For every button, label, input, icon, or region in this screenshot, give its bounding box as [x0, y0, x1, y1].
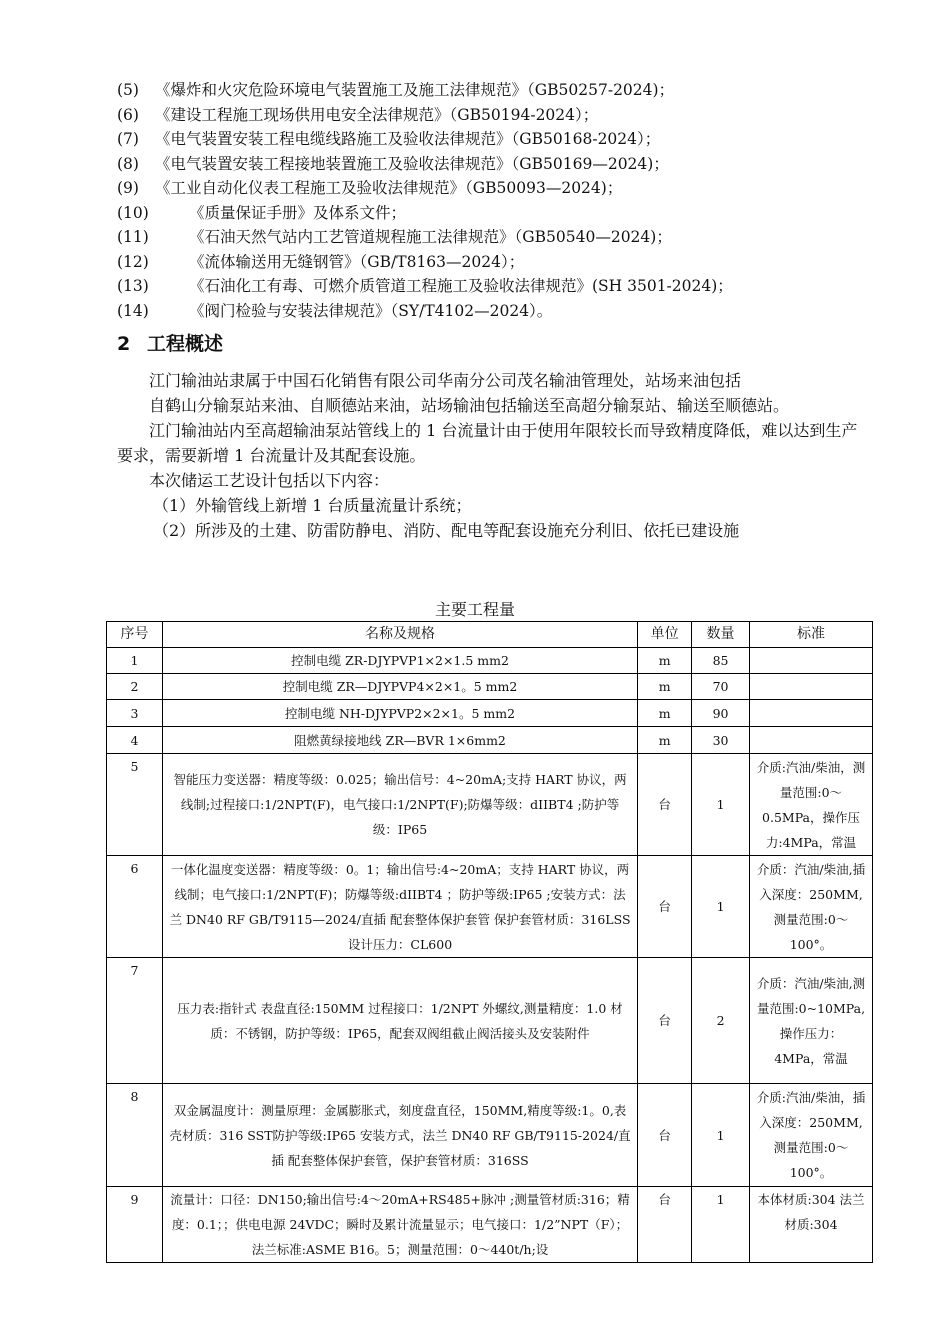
reference-item: (9) 《工业自动化仪表工程施工及验收法律规范》（GB50093—2024)； — [117, 179, 623, 197]
paragraph: 江门输油站隶属于中国石化销售有限公司华南分公司茂名输油管理处，站场来油包括 — [149, 371, 742, 390]
section-title: 工程概述 — [147, 333, 224, 355]
reference-item: (11) 《石油天然气站内工艺管道规程施工法律规范》（GB50540—2024)； — [117, 228, 672, 246]
reference-item: (10) 《质量保证手册》及体系文件； — [117, 203, 407, 222]
table-caption: 主要工程量 — [434, 600, 515, 619]
paragraph: 本次储运工艺设计包括以下内容： — [149, 471, 390, 490]
reference-item: (8) 《电气装置安装工程接地装置施工及验收法律规范》（GB50169—2024)； — [117, 154, 669, 173]
reference-item: (14) 《阀门检验与安装法律规范》（SY/T4102—2024）。 — [117, 301, 553, 320]
table-row: 8 双金属温度计：测量原理：金属膨胀式，刻度盘直径，150MM,精度等级:1。0,表壳材质：316 SST防护等级:IP65 安装方式，法兰 DN40 RF GB/T9115-2024/直插 配套整体保护套管，保护套管材质：316SS 台 1 介质:汽油/柴油，插入深度：250MM,测量范围:0～100°。 — [107, 1084, 873, 1187]
table-row: 7 压力表:指针式 表盘直径:150MM 过程接口：1/2NPT 外螺纹,测量精度：1.0 材质：不锈钢，防护等级：IP65，配套双阀组截止阀活接头及安装附件 台 2 介质：汽油/柴油,测量范围:0~10MPa,操作压力：4MPa，常温 — [107, 958, 873, 1084]
reference-item: (7) 《电气装置安装工程电缆线路施工及验收法律规范》（GB50168-2024）； — [117, 130, 661, 148]
reference-item: (12) 《流体输送用无缝钢管》（GB/T8163—2024）； — [117, 252, 525, 271]
header-no: 序号 — [107, 622, 163, 648]
header-unit: 单位 — [638, 622, 692, 648]
table-row: 3 控制电缆 NH-DJYPVP2×2×1。5 mm2 m 90 — [107, 700, 873, 727]
section-number: 2 — [117, 333, 131, 355]
table-row: 2 控制电缆 ZR—DJYPVP4×2×1。5 mm2 m 70 — [107, 674, 873, 700]
paragraph: 江门输油站内至高超输油泵站管线上的 1 台流量计由于使用年限较长而导致精度降低，难以达到生产要求，需要新增 1 台流量计及其配套设施。 — [117, 421, 858, 465]
reference-list — [117, 78, 877, 323]
quantity-table — [106, 621, 873, 1263]
table-row: 4 阻燃黄绿接地线 ZR—BVR 1×6mm2 m 30 — [107, 727, 873, 754]
section-heading — [117, 330, 223, 358]
table-row: 6 一体化温度变送器：精度等级：0。1；输出信号:4~20mA；支持 HART 协议，两线制；电气接口:1/2NPT(F)；防爆等级:dIIBT4 ；防护等级:IP65 ;安装方式：法兰 DN40 RF GB/T9115—2024/直插 配套整体保护套管 保护套管材质：316LSS 设计压力：CL600 台 1 介质：汽油/柴油,插入深度：250MM,测量范围:0～100°。 — [107, 856, 873, 958]
header-name: 名称及规格 — [162, 622, 637, 648]
table-row: 1 控制电缆 ZR-DJYPVP1×2×1.5 mm2 m 85 — [107, 648, 873, 674]
reference-item: (13) 《石油化工有毒、可燃介质管道工程施工及验收法律规范》(SH 3501-2024)； — [117, 277, 733, 295]
paragraph: 自鹤山分输泵站来油、自顺德站来油，站场输油包括输送至高超分输泵站、输送至顺德站。 — [149, 396, 790, 415]
table-row: 5 智能压力变送器：精度等级：0.025；输出信号：4~20mA;支持 HART 协议，两线制;过程接口:1/2NPT(F)，电气接口:1/2NPT(F);防爆等级：dIIBT4 ;防护等级：IP65 台 1 介质:汽油/柴油，测量范围:0～0.5MPa，操作压力:4MPa，常温 — [107, 754, 873, 856]
header-std: 标准 — [750, 622, 873, 648]
table-row: 9 流量计：口径：DN150;输出信号:4～20mA+RS485+脉冲 ;测量管材质:316；精度：0.1；；供电电源 24VDC；瞬时及累计流量显示；电气接口：1/2”NPT（F）；法兰标准:ASME B16。5；测量范围：0～440t/h;设 台 1 本体材质:304 法兰材质:304 — [107, 1187, 873, 1263]
section-body — [117, 368, 862, 543]
header-qty: 数量 — [692, 622, 750, 648]
list-item: （2）所涉及的土建、防雷防静电、消防、配电等配套设施充分利旧、依托已建设施 — [153, 521, 740, 540]
reference-item: (5) 《爆炸和火灾危险环境电气装置施工及施工法律规范》（GB50257-2024)； — [117, 81, 675, 99]
list-item: （1）外输管线上新增 1 台质量流量计系统； — [153, 496, 472, 515]
reference-item: (6) 《建设工程施工现场供用电安全法律规范》（GB50194-2024）； — [117, 105, 599, 124]
table-header-row — [107, 622, 873, 648]
